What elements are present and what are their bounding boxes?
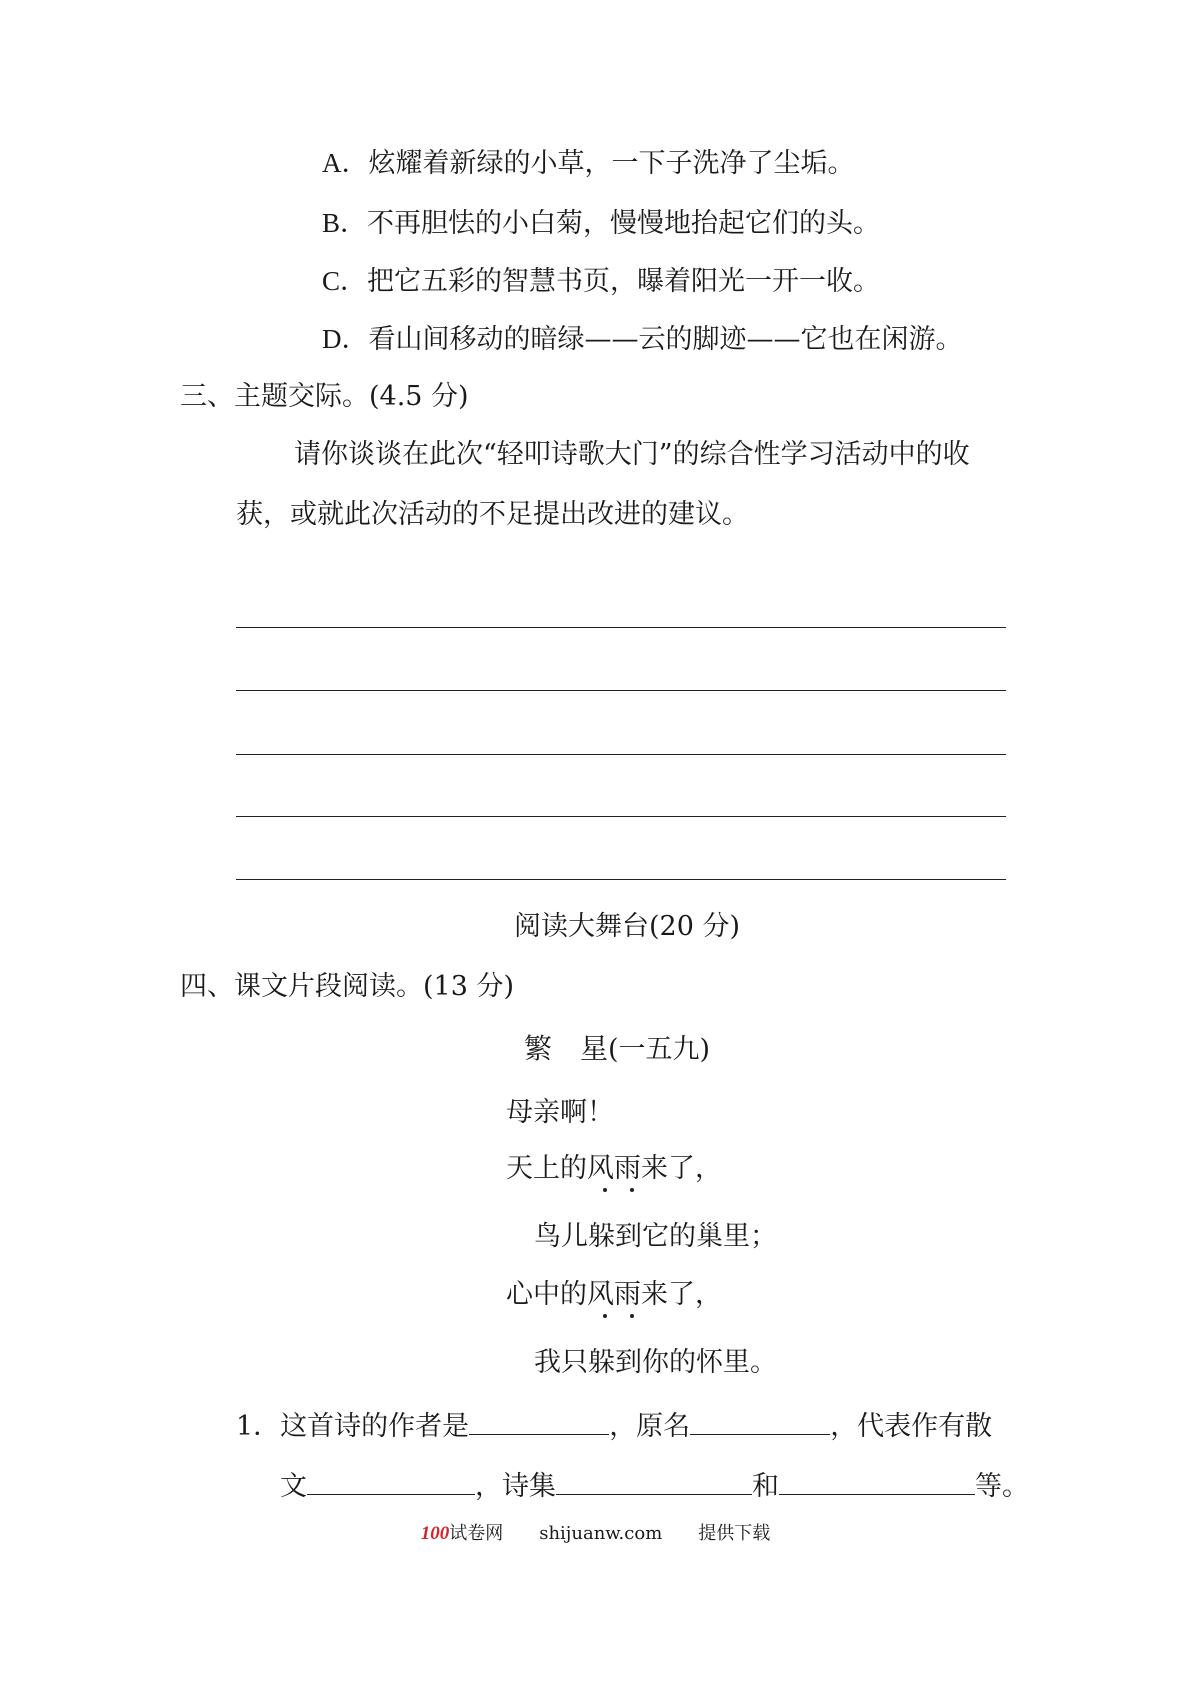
option-c	[322, 264, 880, 299]
option-letter: A．	[322, 148, 369, 178]
emphasis-dot	[603, 1188, 607, 1192]
answer-line[interactable]	[236, 627, 1006, 628]
poem-line: 心中的风雨来了，	[506, 1279, 722, 1310]
option-text: 炫耀着新绿的小草，一下子洗净了尘垢。	[368, 148, 855, 179]
option-text: 把它五彩的智慧书页，曝着阳光一开一收。	[367, 266, 881, 297]
poem-line: 天上的风雨来了，	[506, 1153, 722, 1184]
site-logo: 100	[420, 1523, 450, 1544]
poem-title-row	[524, 1032, 710, 1067]
question-1-text: 等。	[975, 1471, 1029, 1502]
answer-line[interactable]	[236, 690, 1006, 691]
poetry-collection-blank-2[interactable]	[779, 1468, 975, 1495]
reading-section-title: 阅读大舞台(20 分)	[514, 911, 741, 942]
option-text: 看山间移动的暗绿——云的脚迹——它也在闲游。	[368, 324, 963, 355]
option-text: 不再胆怯的小白菊，慢慢地抬起它们的头。	[367, 208, 881, 239]
section3-prompt-line2: 获，或就此次活动的不足提出改进的建议。	[236, 499, 749, 530]
site-name: 试卷网	[449, 1523, 504, 1544]
poem-number: (一五九)	[608, 1034, 711, 1065]
question-1-text: ，代表作有散	[830, 1411, 993, 1442]
question-1-text: ，原名	[609, 1411, 691, 1442]
section3-heading: 三、主题交际。(4.5 分)	[180, 381, 469, 412]
original-name-blank[interactable]	[690, 1408, 830, 1435]
question-1-line2	[280, 1468, 1029, 1504]
answer-line[interactable]	[236, 816, 1006, 817]
poetry-collection-blank-1[interactable]	[556, 1468, 752, 1495]
option-a	[322, 146, 855, 181]
poem-line: 鸟儿躲到它的巢里；	[534, 1221, 777, 1252]
footer	[0, 1522, 1191, 1546]
option-letter: D．	[322, 324, 369, 354]
emphasis-dot	[630, 1314, 634, 1318]
author-blank[interactable]	[469, 1408, 609, 1435]
question-1-text: 文	[280, 1471, 307, 1502]
poem-line: 母亲啊！	[506, 1097, 614, 1128]
option-letter: C．	[322, 266, 368, 296]
poem-title: 繁 星	[524, 1032, 609, 1065]
option-b	[322, 206, 880, 241]
question-1-text: ，诗集	[475, 1471, 556, 1502]
emphasis-dot	[603, 1314, 607, 1318]
site-url[interactable]: shijuanw.com	[539, 1523, 663, 1544]
question-1-text: 1．这首诗的作者是	[236, 1411, 470, 1442]
poem-line: 我只躲到你的怀里。	[534, 1347, 777, 1378]
option-letter: B．	[322, 208, 368, 238]
answer-line[interactable]	[236, 754, 1006, 755]
section4-heading: 四、课文片段阅读。(13 分)	[180, 971, 515, 1002]
question-1-line1	[236, 1408, 992, 1444]
option-d	[322, 322, 963, 357]
footer-note: 提供下载	[698, 1523, 771, 1544]
answer-line[interactable]	[236, 879, 1006, 880]
prose-work-blank[interactable]	[307, 1468, 475, 1495]
emphasis-dot	[630, 1188, 634, 1192]
section3-prompt-line1: 请你谈谈在此次“轻叩诗歌大门”的综合性学习活动中的收	[294, 439, 970, 470]
question-1-text: 和	[752, 1471, 779, 1502]
